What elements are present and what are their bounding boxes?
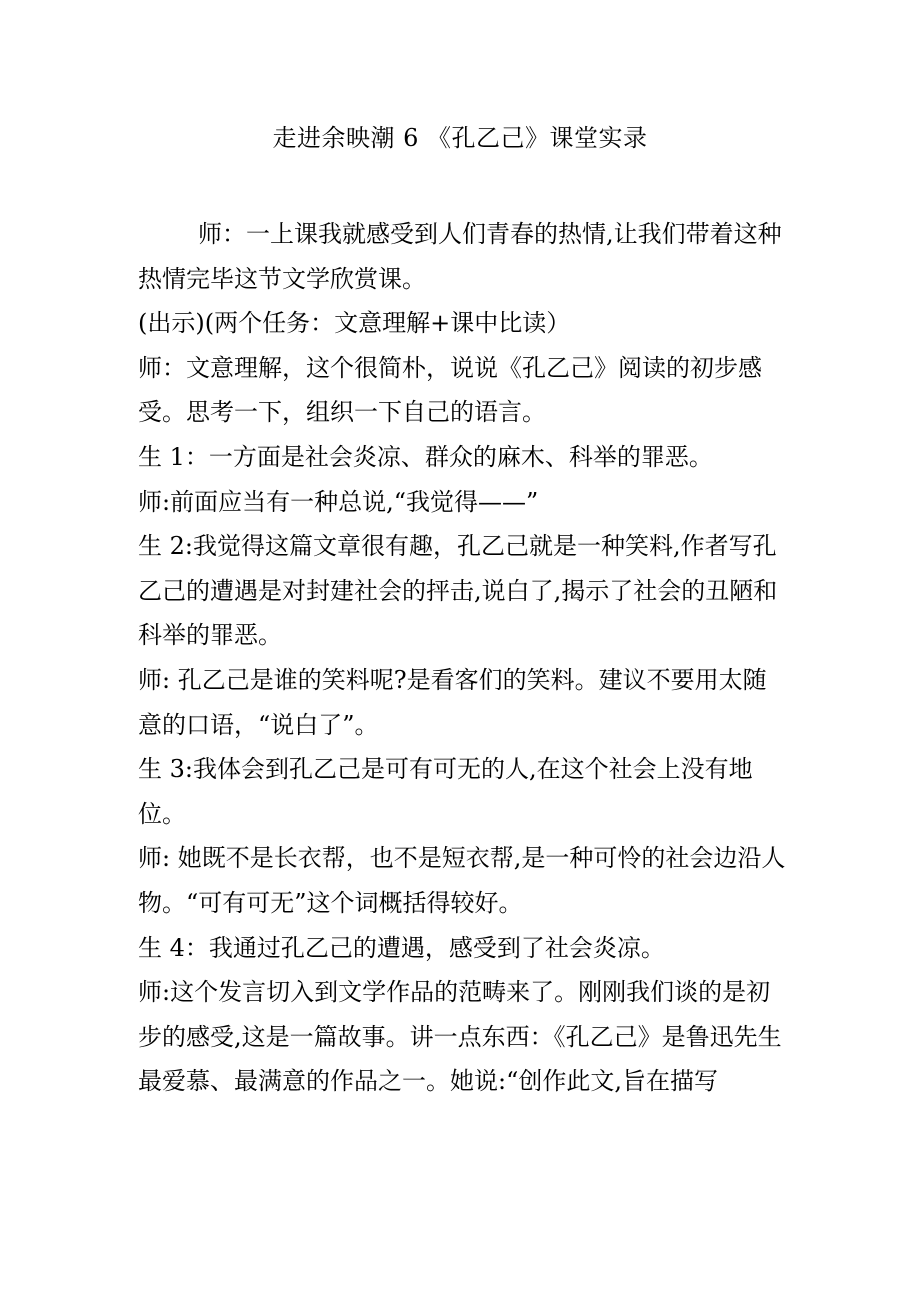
paragraph: 师: 孔乙己是谁的笑料呢?是看客们的笑料。建议不要用太随意的口语，“说白了”。 [138,665,767,739]
document-title: 走进余映潮 6 《孔乙己》课堂实录 [272,124,648,152]
paragraph: 生 2:我觉得这篇文章很有趣，孔乙己就是一种笑料,作者写孔乙己的遭遇是对封建社会的抨击,说白了,揭示了社会的丑陋和科举的罪恶。 [138,532,778,650]
paragraph: 生 1：一方面是社会炎凉、群众的麻木、科举的罪恶。 [138,442,713,471]
paragraph: 生 4：我通过孔乙己的遭遇，感受到了社会炎凉。 [138,933,665,962]
paragraph: 师:前面应当有一种总说,“我觉得——” [138,487,539,516]
paragraph: 生 3:我体会到孔乙己是可有可无的人,在这个社会上没有地位。 [138,755,753,828]
paragraph: 师:这个发言切入到文学作品的范畴来了。刚刚我们谈的是初步的感受,这是一篇故事。讲一点东西：《孔乙己》是鲁迅先生最爱慕、最满意的作品之一。她说:“创作此文,旨在描写 [138,978,782,1096]
paragraph: (出示)(两个任务：文意理解+课中比读） [138,309,571,338]
paragraph: 师：文意理解，这个很简朴，说说《孔乙己》阅读的初步感受。思考一下，组织一下自己的语言。 [138,353,762,427]
paragraph: 师：一上课我就感受到人们青春的热情,让我们带着这种热情完毕这节文学欣赏课。 [138,220,782,293]
paragraph: 师: 她既不是长衣帮，也不是短衣帮,是一种可怜的社会边沿人物。“可有可无”这个词概括得较好。 [138,844,786,917]
document-body [138,212,788,1104]
